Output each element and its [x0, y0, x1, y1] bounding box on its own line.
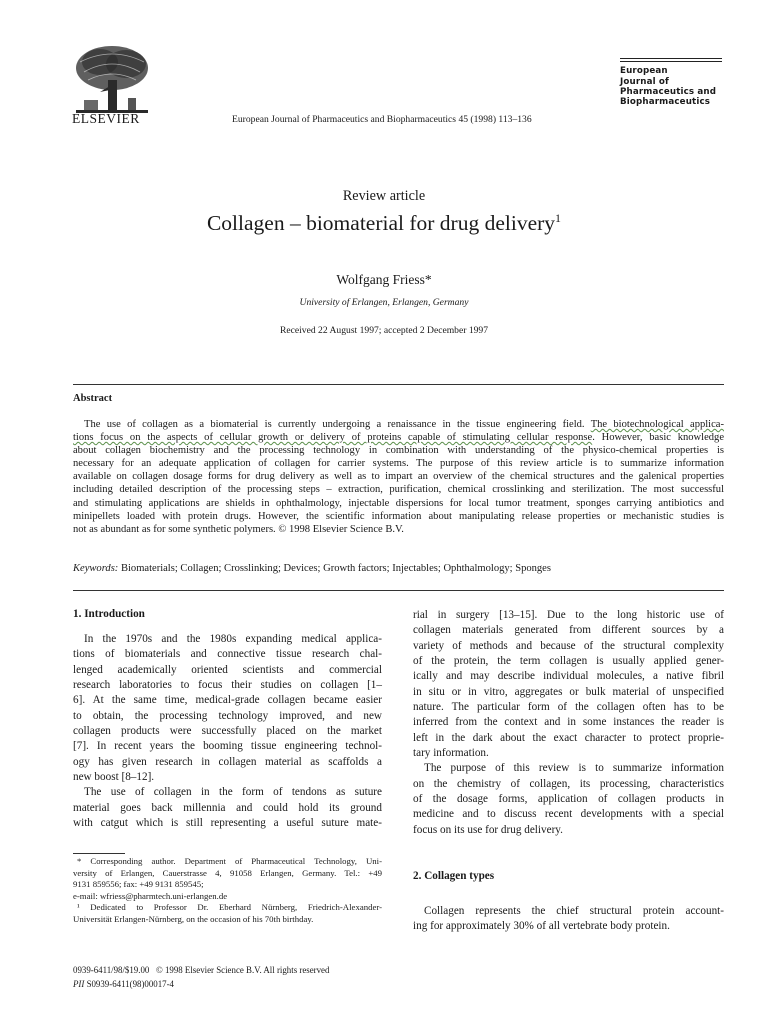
journal-box-line: Journal of [620, 76, 669, 87]
body-line: to obtain, the processing technology improved, and new [73, 709, 382, 722]
body-line: The purpose of this review is to summarize information [424, 762, 724, 775]
abstract-line [73, 431, 724, 444]
imprint [73, 964, 329, 991]
keywords-text: Biomaterials; Collagen; Crosslinking; Devices; Growth factors; Injectables; Ophthalmology; Sponges [120, 563, 551, 574]
footnote-line: 9131 859556; fax: +49 9131 859545; [73, 879, 204, 890]
section-heading-introduction: 1. Introduction [73, 608, 145, 620]
body-line: tary information. [413, 747, 489, 760]
journal-box-line: Biopharmaceutics [620, 97, 711, 108]
footnote-line: ¹ Dedicated to Professor Dr. Eberhard Nürnberg, Friedrich-Alexander- [77, 902, 382, 913]
abstract-text: The use of collagen as a biomaterial is currently undergoing a renaissance in the tissue engineering field. [84, 419, 591, 430]
body-line: medicine and to discuss recent developments with a special [413, 808, 724, 821]
abstract-line [73, 418, 724, 431]
abstract-underlined-text: The biotechnological applica- [590, 419, 724, 430]
body-line: in situ or in vitro, aggregates or bulk material of unspecified [413, 685, 724, 698]
body-line: The use of collagen in the form of tendons as suture [84, 786, 382, 799]
intro-left-column [73, 632, 382, 831]
body-line: variety of methods and because of the structural complexity [413, 639, 724, 652]
footnote-rule [73, 853, 125, 854]
body-line: collagen materials generated from different sources by a [413, 624, 724, 637]
divider [73, 384, 724, 385]
section-heading-collagen-types: 2. Collagen types [413, 870, 495, 882]
body-line: material goes back millennia and could hold its ground [73, 801, 382, 814]
body-line: of the dosage forms, application of collagen products in [413, 793, 724, 806]
body-line: left in the dark about the exact character to protect proprie- [413, 731, 724, 744]
pii-line [73, 978, 329, 992]
abstract-line: and stimulating applications are shields in ophthalmology, injectable dispersions for local tumor treatment, sponges carrying antibiotics and [73, 497, 724, 509]
body-line: ically and may describe individual molecules, a native fibril [413, 670, 724, 683]
journal-box-line: European [620, 66, 668, 77]
received-dates: Received 22 August 1997; accepted 2 December 1997 [279, 325, 489, 336]
abstract-line: not as abundant as for some synthetic polymers. © 1998 Elsevier Science B.V. [73, 523, 404, 535]
keywords-label: Keywords: [73, 563, 119, 574]
author-name: Wolfgang Friess* [336, 272, 432, 287]
copyright-line: 0939-6411/98/$19.00 © 1998 Elsevier Science B.V. All rights reserved [73, 965, 330, 975]
abstract-line: available on collagen dosage forms for drug delivery as well as to impart an overview of the chemical structures and the galenical properties [73, 471, 724, 483]
body-line: In the 1970s and the 1980s expanding medical applica- [84, 633, 382, 645]
journal-box-rule-top [620, 58, 722, 59]
abstract-text: . However, basic knowledge [592, 432, 724, 444]
collagen-types-paragraph [413, 904, 724, 935]
abstract-line: minipellets loaded with protein drugs. However, the scientific information about manipulating release properties or mechanistic studies is [73, 510, 724, 522]
body-line: research laboratories to focus their studies on collagen [1– [73, 679, 382, 692]
journal-box-rule-top-thin [620, 61, 722, 62]
footnotes [73, 856, 382, 926]
body-line: 6]. At the same time, medical-grade collagen became easier [73, 694, 382, 707]
journal-title-box [620, 58, 722, 108]
abstract-line: necessary for an adequate application of collagen for carrier systems. The purpose of this review article is to summarize information [73, 458, 724, 470]
pii-value: S0939-6411(98)00017-4 [86, 978, 174, 989]
body-line: tions of biomaterials and connective tissue research chal- [73, 648, 382, 661]
body-line: focus on its use for drug delivery. [413, 823, 563, 836]
article-type: Review article [342, 188, 426, 204]
body-line: with catgut which is still representing a useful suture mate- [73, 817, 382, 830]
body-line: lenged academically oriented scientists and commercial [73, 663, 382, 676]
abstract-body [73, 418, 724, 536]
journal-box-line: Pharmaceutics and [620, 87, 717, 97]
body-line: ogy has given research in collagen material as scaffolds a [73, 755, 382, 768]
body-line: inferred from the context and in some instances the reader is [413, 716, 724, 729]
body-line: rial in surgery [13–15]. Due to the long historic use of [413, 609, 724, 621]
keywords [73, 563, 551, 574]
body-line: new boost [8–12]. [73, 771, 155, 784]
pii-label: PII [73, 978, 85, 989]
footnote-line: * Corresponding author. Department of Pharmaceutical Technology, Uni- [77, 856, 382, 866]
divider [73, 590, 724, 591]
publisher-name: ELSEVIER [72, 111, 140, 126]
article-title [0, 211, 768, 236]
body-line: collagen products were successfully placed on the market [73, 725, 382, 738]
abstract-heading: Abstract [73, 393, 113, 404]
body-line: of the protein, the term collagen is usually applied gener- [413, 655, 724, 668]
abstract-line: about collagen biochemistry and the processing technology in combination with understanding of the physico-chemical properties is [73, 445, 724, 457]
abstract-line: including detailed description of the processing steps – extraction, purification, chemical crosslinking and sterilization. The most successful [73, 484, 724, 496]
abstract-underlined-text: tions focus on the aspects of cellular growth or delivery of proteins capable of stimulating cellular response [73, 432, 593, 444]
title-footnote-mark: 1 [555, 211, 562, 225]
footnote-line: versity of Erlangen, Cauerstrasse 4, 91058 Erlangen, Germany. Tel.: +49 [73, 867, 382, 878]
body-line: nature. The particular form of the collagen often has to be [413, 701, 724, 714]
intro-right-column [413, 608, 724, 838]
body-line: on the chemistry of collagen, its processing, characteristics [413, 777, 724, 790]
journal-citation: European Journal of Pharmaceutics and Biopharmaceutics 45 (1998) 113–136 [232, 114, 532, 125]
body-line: [7]. In recent years the booming tissue engineering technol- [73, 740, 382, 753]
article-title-text: Collagen – biomaterial for drug delivery [206, 211, 556, 236]
footnote-email: e-mail: wfriess@pharmtech.uni-erlangen.de [73, 890, 228, 901]
body-line: ing for approximately 30% of all vertebrate body protein. [413, 920, 670, 933]
author-affiliation: University of Erlangen, Erlangen, Germany [299, 297, 469, 308]
body-line: Collagen represents the chief structural protein account- [424, 905, 724, 917]
footnote-line: Universität Erlangen-Nürnberg, on the occasion of his 70th birthday. [73, 913, 314, 924]
